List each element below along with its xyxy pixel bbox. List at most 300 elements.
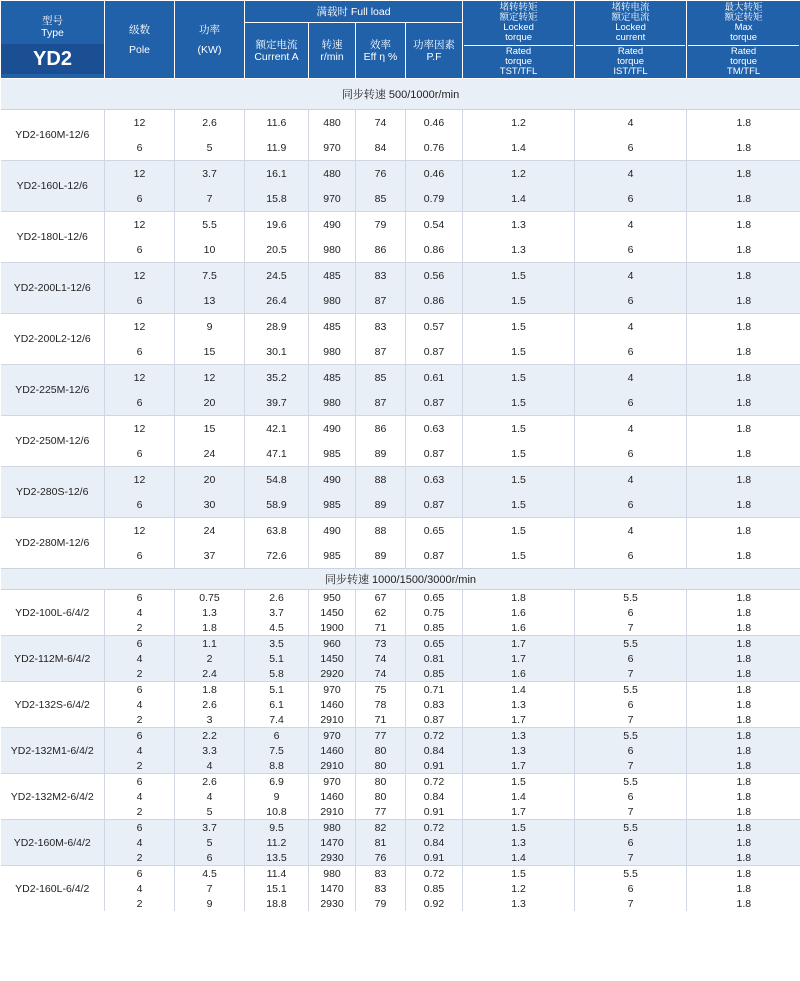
table-row [1, 288, 800, 314]
table-row [1, 237, 800, 263]
value-cell: 6 [575, 835, 687, 850]
value-cell: 2 [105, 712, 175, 728]
value-cell: 980 [309, 288, 356, 314]
value-cell: 80 [356, 743, 406, 758]
value-cell: 6 [575, 288, 687, 314]
value-cell: 4 [105, 605, 175, 620]
header-tst [463, 1, 575, 79]
value-cell: 15 [175, 416, 245, 442]
value-cell: 1.5 [463, 543, 575, 569]
table-row [1, 896, 800, 911]
value-cell: 1.3 [463, 728, 575, 744]
value-cell: 4.5 [175, 866, 245, 882]
value-cell: 1.5 [463, 866, 575, 882]
value-cell: 1.3 [463, 743, 575, 758]
value-cell: 89 [356, 543, 406, 569]
value-cell: 485 [309, 365, 356, 391]
header-power [175, 1, 245, 79]
value-cell: 480 [309, 110, 356, 136]
value-cell: 1.8 [687, 804, 800, 820]
value-cell: 2 [175, 651, 245, 666]
value-cell: 6 [575, 390, 687, 416]
header-full-load [245, 1, 463, 23]
value-cell: 0.87 [406, 543, 463, 569]
value-cell: 5.5 [575, 820, 687, 836]
value-cell: 4 [575, 467, 687, 493]
value-cell: 4 [105, 697, 175, 712]
model-series-label: YD2 [1, 44, 104, 74]
value-cell: 960 [309, 636, 356, 652]
value-cell: 1.7 [463, 758, 575, 774]
section-header-row [1, 79, 800, 110]
header-current [245, 23, 309, 79]
value-cell: 0.72 [406, 774, 463, 790]
header-type-cn: 型号 [42, 15, 63, 27]
value-cell: 1.5 [463, 365, 575, 391]
value-cell: 3.5 [245, 636, 309, 652]
value-cell: 1.4 [463, 135, 575, 161]
value-cell: 6 [105, 186, 175, 212]
value-cell: 0.83 [406, 697, 463, 712]
table-row [1, 390, 800, 416]
value-cell: 77 [356, 804, 406, 820]
value-cell: 6 [575, 743, 687, 758]
value-cell: 1.8 [687, 774, 800, 790]
value-cell: 7 [575, 758, 687, 774]
value-cell: 4 [575, 110, 687, 136]
value-cell: 63.8 [245, 518, 309, 544]
value-cell: 5.1 [245, 651, 309, 666]
value-cell: 4 [575, 518, 687, 544]
model-cell: YD2-250M-12/6 [1, 416, 105, 467]
value-cell: 0.72 [406, 820, 463, 836]
value-cell: 1.8 [687, 186, 800, 212]
value-cell: 1.8 [687, 789, 800, 804]
value-cell: 85 [356, 365, 406, 391]
value-cell: 1.5 [463, 288, 575, 314]
value-cell: 1.8 [687, 135, 800, 161]
value-cell: 87 [356, 390, 406, 416]
header-pf [406, 23, 463, 79]
value-cell: 0.92 [406, 896, 463, 911]
value-cell: 970 [309, 186, 356, 212]
header-speed-cn: 转速 [321, 38, 343, 51]
value-cell: 11.2 [245, 835, 309, 850]
value-cell: 16.1 [245, 161, 309, 187]
value-cell: 6 [105, 866, 175, 882]
value-cell: 39.7 [245, 390, 309, 416]
value-cell: 2910 [309, 712, 356, 728]
value-cell: 35.2 [245, 365, 309, 391]
table-row [1, 263, 800, 289]
value-cell: 0.54 [406, 212, 463, 238]
value-cell: 0.85 [406, 881, 463, 896]
value-cell: 0.79 [406, 186, 463, 212]
table-body [1, 79, 800, 912]
value-cell: 1.8 [687, 492, 800, 518]
value-cell: 6 [105, 492, 175, 518]
value-cell: 0.75 [406, 605, 463, 620]
value-cell: 5 [175, 835, 245, 850]
value-cell: 1.6 [463, 605, 575, 620]
value-cell: 1.5 [463, 467, 575, 493]
value-cell: 11.4 [245, 866, 309, 882]
value-cell: 1.8 [687, 212, 800, 238]
table-row [1, 881, 800, 896]
model-cell: YD2-160M-12/6 [1, 110, 105, 161]
value-cell: 0.84 [406, 835, 463, 850]
table-row [1, 804, 800, 820]
model-cell: YD2-160L-6/4/2 [1, 866, 105, 912]
value-cell: 0.63 [406, 416, 463, 442]
header-eff [356, 23, 406, 79]
value-cell: 80 [356, 758, 406, 774]
value-cell: 1.3 [463, 697, 575, 712]
section-header-row [1, 569, 800, 590]
value-cell: 6.9 [245, 774, 309, 790]
ist-line: 额定电流 [611, 11, 650, 23]
value-cell: 28.9 [245, 314, 309, 340]
value-cell: 1.4 [463, 186, 575, 212]
value-cell: 10 [175, 237, 245, 263]
value-cell: 2 [105, 896, 175, 911]
table-row [1, 543, 800, 569]
value-cell: 1.4 [463, 682, 575, 698]
header-tm [687, 1, 800, 79]
table-row [1, 339, 800, 365]
value-cell: 0.85 [406, 620, 463, 636]
value-cell: 1460 [309, 743, 356, 758]
value-cell: 1.8 [687, 518, 800, 544]
value-cell: 6 [105, 774, 175, 790]
value-cell: 4 [105, 881, 175, 896]
value-cell: 2930 [309, 896, 356, 911]
value-cell: 2.6 [175, 697, 245, 712]
value-cell: 0.86 [406, 237, 463, 263]
value-cell: 54.8 [245, 467, 309, 493]
value-cell: 1.3 [463, 896, 575, 911]
value-cell: 7 [575, 896, 687, 911]
table-row [1, 605, 800, 620]
value-cell: 1.8 [687, 896, 800, 911]
value-cell: 5.5 [575, 590, 687, 606]
value-cell: 20 [175, 467, 245, 493]
value-cell: 74 [356, 651, 406, 666]
value-cell: 73 [356, 636, 406, 652]
header-eff-en: Eff η % [363, 50, 398, 63]
value-cell: 0.46 [406, 161, 463, 187]
value-cell: 15.8 [245, 186, 309, 212]
value-cell: 6 [105, 543, 175, 569]
value-cell: 4 [575, 161, 687, 187]
value-cell: 6 [575, 543, 687, 569]
table-row [1, 789, 800, 804]
value-cell: 30 [175, 492, 245, 518]
header-power-en: (KW) [197, 43, 222, 56]
value-cell: 6 [575, 339, 687, 365]
value-cell: 2920 [309, 666, 356, 682]
ist-line: IST/TFL [613, 65, 648, 77]
value-cell: 0.87 [406, 339, 463, 365]
value-cell: 980 [309, 339, 356, 365]
value-cell: 6 [245, 728, 309, 744]
value-cell: 1.8 [687, 288, 800, 314]
value-cell: 74 [356, 110, 406, 136]
value-cell: 81 [356, 835, 406, 850]
value-cell: 1.7 [463, 712, 575, 728]
value-cell: 1.2 [463, 881, 575, 896]
value-cell: 7 [575, 620, 687, 636]
value-cell: 62 [356, 605, 406, 620]
value-cell: 20.5 [245, 237, 309, 263]
model-cell: YD2-132S-6/4/2 [1, 682, 105, 728]
value-cell: 85 [356, 186, 406, 212]
value-cell: 1.5 [463, 518, 575, 544]
value-cell: 1.5 [463, 416, 575, 442]
value-cell: 1.8 [687, 110, 800, 136]
value-cell: 5.5 [575, 774, 687, 790]
value-cell: 4 [575, 212, 687, 238]
value-cell: 1.8 [687, 161, 800, 187]
header-speed-en: r/min [320, 50, 344, 63]
value-cell: 2.6 [175, 110, 245, 136]
value-cell: 4 [175, 789, 245, 804]
value-cell: 1.5 [463, 774, 575, 790]
table-row [1, 666, 800, 682]
value-cell: 12 [105, 365, 175, 391]
value-cell: 19.6 [245, 212, 309, 238]
section-title: 同步转速 1000/1500/3000r/min [1, 569, 800, 590]
value-cell: 1.2 [463, 161, 575, 187]
value-cell: 490 [309, 518, 356, 544]
value-cell: 1450 [309, 651, 356, 666]
model-cell: YD2-180L-12/6 [1, 212, 105, 263]
value-cell: 7 [175, 881, 245, 896]
value-cell: 7 [575, 804, 687, 820]
value-cell: 1.8 [687, 441, 800, 467]
table-row [1, 212, 800, 238]
tst-line: 堵转转矩 [499, 1, 538, 13]
value-cell: 6 [105, 728, 175, 744]
table-row [1, 758, 800, 774]
value-cell: 18.8 [245, 896, 309, 911]
value-cell: 1900 [309, 620, 356, 636]
value-cell: 1.8 [687, 820, 800, 836]
value-cell: 1.5 [463, 339, 575, 365]
value-cell: 80 [356, 774, 406, 790]
value-cell: 79 [356, 212, 406, 238]
value-cell: 71 [356, 712, 406, 728]
table-row [1, 820, 800, 836]
value-cell: 970 [309, 135, 356, 161]
value-cell: 1.8 [687, 743, 800, 758]
value-cell: 1470 [309, 835, 356, 850]
value-cell: 9 [175, 314, 245, 340]
value-cell: 76 [356, 161, 406, 187]
value-cell: 86 [356, 416, 406, 442]
value-cell: 5.5 [575, 728, 687, 744]
value-cell: 5.8 [245, 666, 309, 682]
value-cell: 82 [356, 820, 406, 836]
ist-line: Locked [615, 21, 646, 33]
ist-line: Rated [617, 45, 644, 57]
value-cell: 5.5 [575, 682, 687, 698]
value-cell: 950 [309, 590, 356, 606]
tm-line: torque [730, 31, 758, 43]
ist-line: current [615, 31, 646, 43]
table-row [1, 728, 800, 744]
value-cell: 4 [575, 263, 687, 289]
value-cell: 0.76 [406, 135, 463, 161]
value-cell: 0.65 [406, 590, 463, 606]
header-current-cn: 额定电流 [255, 38, 298, 51]
value-cell: 0.71 [406, 682, 463, 698]
value-cell: 4 [105, 789, 175, 804]
value-cell: 15 [175, 339, 245, 365]
value-cell: 83 [356, 263, 406, 289]
table-row [1, 850, 800, 866]
value-cell: 1.8 [687, 666, 800, 682]
value-cell: 1460 [309, 789, 356, 804]
value-cell: 980 [309, 820, 356, 836]
tst-line: torque [505, 55, 533, 67]
value-cell: 89 [356, 441, 406, 467]
value-cell: 1.8 [687, 543, 800, 569]
value-cell: 20 [175, 390, 245, 416]
value-cell: 4 [105, 835, 175, 850]
value-cell: 4.5 [245, 620, 309, 636]
value-cell: 0.91 [406, 758, 463, 774]
value-cell: 1.8 [687, 866, 800, 882]
value-cell: 6 [175, 850, 245, 866]
value-cell: 4 [105, 651, 175, 666]
value-cell: 11.6 [245, 110, 309, 136]
table-row [1, 467, 800, 493]
value-cell: 1.8 [687, 682, 800, 698]
value-cell: 9 [245, 789, 309, 804]
value-cell: 1.8 [687, 835, 800, 850]
model-cell: YD2-280M-12/6 [1, 518, 105, 569]
table-row [1, 365, 800, 391]
value-cell: 1.8 [687, 314, 800, 340]
tst-line: Rated [505, 45, 532, 57]
value-cell: 6 [105, 682, 175, 698]
value-cell: 1.3 [463, 212, 575, 238]
value-cell: 1.6 [463, 666, 575, 682]
value-cell: 77 [356, 728, 406, 744]
table-row [1, 866, 800, 882]
value-cell: 1.8 [687, 237, 800, 263]
value-cell: 1.1 [175, 636, 245, 652]
table-row [1, 636, 800, 652]
value-cell: 6 [575, 881, 687, 896]
value-cell: 6 [575, 651, 687, 666]
value-cell: 1.8 [687, 390, 800, 416]
model-cell: YD2-225M-12/6 [1, 365, 105, 416]
value-cell: 15.1 [245, 881, 309, 896]
value-cell: 1.8 [687, 881, 800, 896]
value-cell: 1.8 [687, 365, 800, 391]
value-cell: 5 [175, 135, 245, 161]
value-cell: 0.61 [406, 365, 463, 391]
value-cell: 12 [105, 416, 175, 442]
value-cell: 3.7 [245, 605, 309, 620]
value-cell: 0.84 [406, 743, 463, 758]
value-cell: 37 [175, 543, 245, 569]
value-cell: 72.6 [245, 543, 309, 569]
table-row [1, 161, 800, 187]
value-cell: 6 [575, 237, 687, 263]
table-row [1, 492, 800, 518]
value-cell: 3.7 [175, 820, 245, 836]
value-cell: 5.5 [575, 866, 687, 882]
value-cell: 80 [356, 789, 406, 804]
value-cell: 0.72 [406, 728, 463, 744]
value-cell: 78 [356, 697, 406, 712]
value-cell: 6 [105, 590, 175, 606]
value-cell: 6 [105, 288, 175, 314]
tm-line: torque [730, 55, 758, 67]
table-row [1, 110, 800, 136]
table-row [1, 712, 800, 728]
model-cell: YD2-200L1-12/6 [1, 263, 105, 314]
value-cell: 9.5 [245, 820, 309, 836]
value-cell: 985 [309, 543, 356, 569]
value-cell: 4 [175, 758, 245, 774]
value-cell: 2 [105, 620, 175, 636]
value-cell: 24 [175, 518, 245, 544]
model-cell: YD2-132M1-6/4/2 [1, 728, 105, 774]
value-cell: 6 [105, 339, 175, 365]
value-cell: 4 [575, 314, 687, 340]
value-cell: 1.5 [463, 263, 575, 289]
value-cell: 89 [356, 492, 406, 518]
header-type-en: Type [41, 27, 64, 39]
value-cell: 12 [105, 212, 175, 238]
value-cell: 84 [356, 135, 406, 161]
value-cell: 1.5 [463, 492, 575, 518]
value-cell: 1.7 [463, 651, 575, 666]
value-cell: 83 [356, 866, 406, 882]
value-cell: 1.8 [687, 712, 800, 728]
value-cell: 74 [356, 666, 406, 682]
model-cell: YD2-132M2-6/4/2 [1, 774, 105, 820]
table-row [1, 697, 800, 712]
header-eff-cn: 效率 [370, 38, 391, 51]
value-cell: 3.7 [175, 161, 245, 187]
tst-line: torque [505, 31, 533, 43]
value-cell: 0.46 [406, 110, 463, 136]
model-cell: YD2-200L2-12/6 [1, 314, 105, 365]
value-cell: 12 [175, 365, 245, 391]
value-cell: 1.3 [463, 835, 575, 850]
value-cell: 0.63 [406, 467, 463, 493]
value-cell: 2.6 [175, 774, 245, 790]
value-cell: 1.7 [463, 636, 575, 652]
header-pole [105, 1, 175, 79]
value-cell: 1.5 [463, 390, 575, 416]
value-cell: 0.81 [406, 651, 463, 666]
value-cell: 7.5 [245, 743, 309, 758]
value-cell: 980 [309, 237, 356, 263]
value-cell: 2 [105, 804, 175, 820]
value-cell: 4 [575, 365, 687, 391]
value-cell: 2 [105, 666, 175, 682]
model-cell: YD2-160M-6/4/2 [1, 820, 105, 866]
table-row [1, 774, 800, 790]
value-cell: 0.75 [175, 590, 245, 606]
value-cell: 1.4 [463, 789, 575, 804]
